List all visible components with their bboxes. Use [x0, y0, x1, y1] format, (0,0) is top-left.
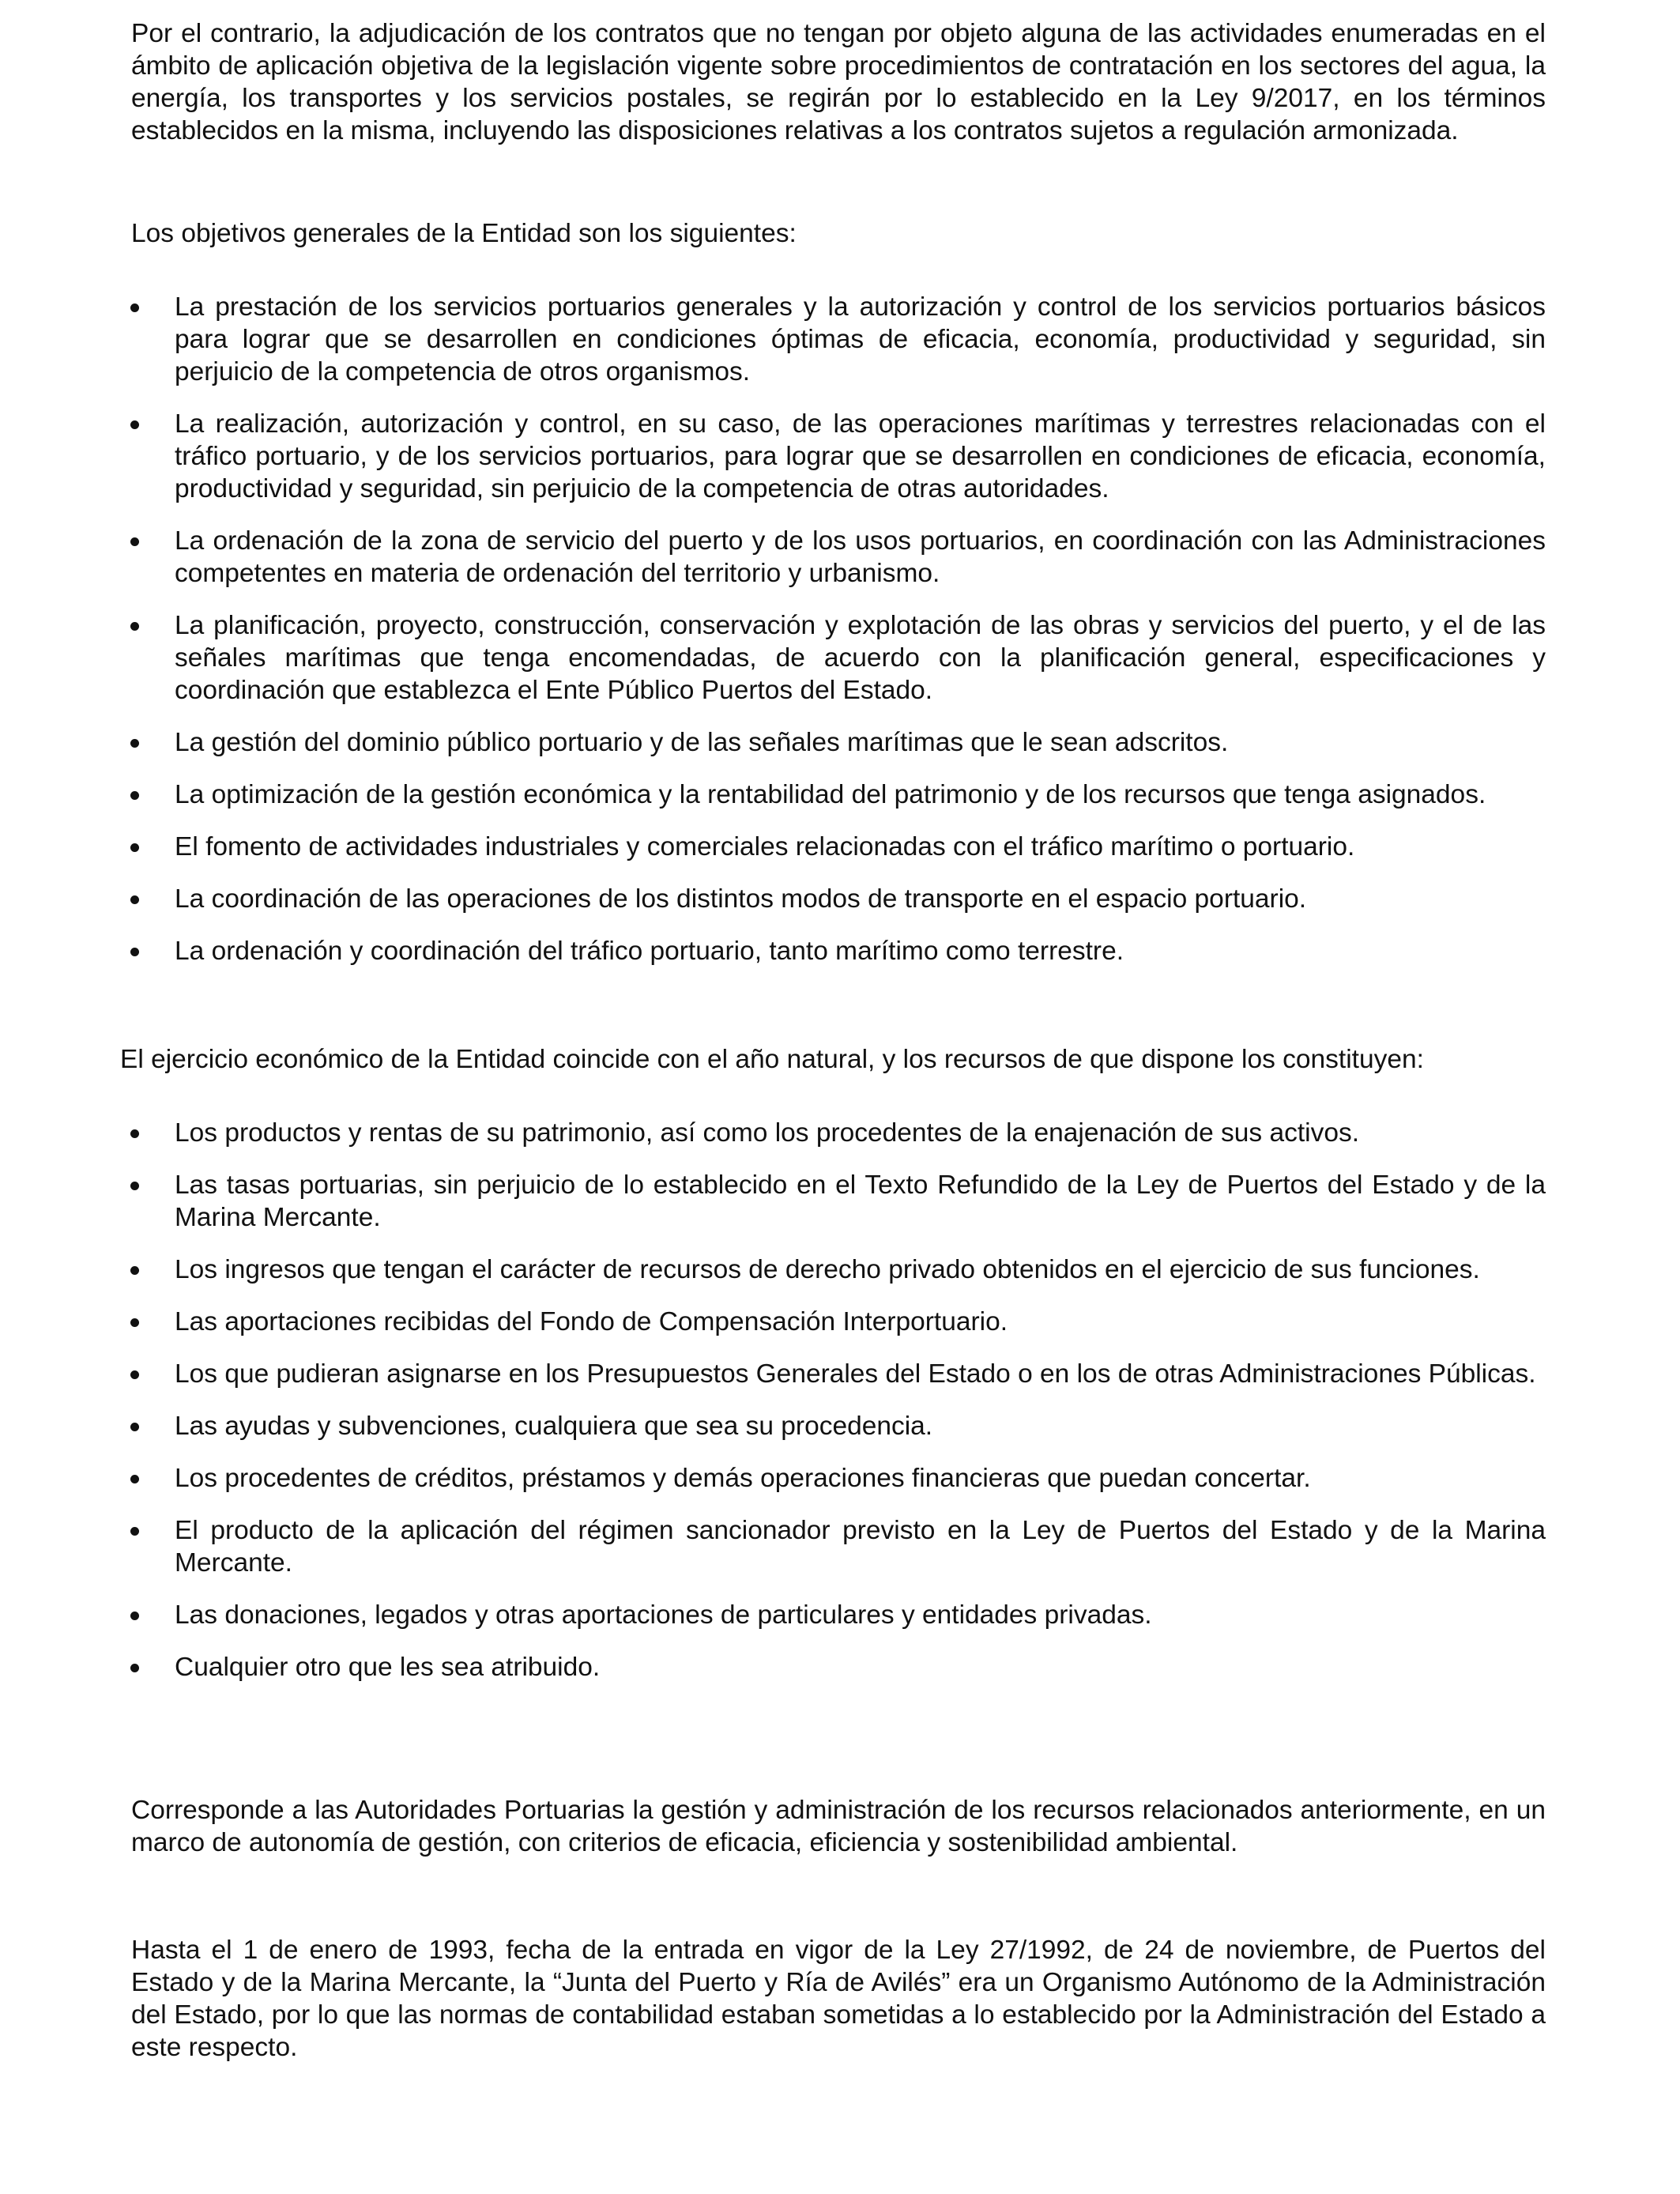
list-item — [0, 1462, 1546, 1495]
bullet-icon — [130, 843, 139, 852]
bullet-icon — [130, 1664, 139, 1672]
list-item — [0, 525, 1546, 590]
list-item — [0, 1410, 1546, 1442]
list-item — [0, 291, 1546, 388]
bullet-icon — [130, 622, 139, 631]
list-item-text: Los productos y rentas de su patrimonio, así como los procedentes de la enajenación de sus activos. — [175, 1118, 1360, 1148]
bullet-icon — [130, 1182, 139, 1190]
list-item-text: Los ingresos que tengan el carácter de recursos de derecho privado obtenidos en el ejercicio de sus funciones. — [175, 1255, 1480, 1284]
list-item — [0, 1599, 1546, 1631]
bullet-icon — [130, 303, 139, 312]
bullet-icon — [130, 1475, 139, 1483]
bullet-icon — [130, 537, 139, 546]
list-item — [0, 1514, 1546, 1579]
list-item-text: Las aportaciones recibidas del Fondo de Compensación Interportuario. — [175, 1307, 1008, 1336]
list-item — [0, 726, 1546, 759]
list-item — [0, 935, 1546, 967]
list-item — [0, 1306, 1546, 1338]
list-item-text: El producto de la aplicación del régimen sancionador previsto en la Ley de Puertos del Estado y de la Marina Mercante. — [175, 1516, 1546, 1578]
list-item-text: La optimización de la gestión económica y la rentabilidad del patrimonio y de los recursos que tenga asignados. — [175, 780, 1486, 809]
bullet-icon — [130, 895, 139, 904]
list-item-text: El fomento de actividades industriales y comerciales relacionadas con el tráfico marítimo o portuario. — [175, 832, 1355, 861]
list-item-text: La planificación, proyecto, construcción, conservación y explotación de las obras y servicios del puerto, y el de las señales marítimas que tenga encomendadas, de acuerdo con la planificación general, especificaciones y coordinación que establezca el Ente Público Puertos del Estado. — [175, 611, 1546, 705]
list-item-text: Los que pudieran asignarse en los Presupuestos Generales del Estado o en los de otras Administraciones Públicas. — [175, 1359, 1536, 1389]
list-item — [0, 883, 1546, 915]
list-item — [0, 1651, 1546, 1683]
paragraph-intro: Por el contrario, la adjudicación de los contratos que no tengan por objeto alguna de las actividades enumeradas en el ámbito de aplicación objetiva de la legislación vigente sobre procedimientos de contratación en los sectores del agua, la energía, los transportes y los servicios postales, se regirán por lo establecido en la Ley 9/2017, en los términos establecidos en la misma, incluyendo las disposiciones relativas a los contratos sujetos a regulación armonizada. — [131, 19, 1546, 145]
bullet-icon — [130, 420, 139, 429]
bullet-icon — [130, 1612, 139, 1620]
paragraph-ejercicio: El ejercicio económico de la Entidad coincide con el año natural, y los recursos de que dispone los constituyen: — [120, 1045, 1424, 1074]
list-item-text: La coordinación de las operaciones de los distintos modos de transporte en el espacio portuario. — [175, 884, 1307, 914]
list-item-text: Los procedentes de créditos, préstamos y demás operaciones financieras que puedan concertar. — [175, 1464, 1311, 1493]
list-item-text: Las donaciones, legados y otras aportaciones de particulares y entidades privadas. — [175, 1600, 1152, 1630]
paragraph-hasta: Hasta el 1 de enero de 1993, fecha de la entrada en vigor de la Ley 27/1992, de 24 de noviembre, de Puertos del Estado y de la Marina Mercante, la “Junta del Puerto y Ría de Avilés” era un Organismo Autónomo de la Administración del Estado, por lo que las normas de contabilidad estaban sometidas a lo establecido por la Administración del Estado a este respecto. — [131, 1936, 1546, 2062]
list-item-text: La ordenación de la zona de servicio del puerto y de los usos portuarios, en coordinación con las Administraciones competentes en materia de ordenación del territorio y urbanismo. — [175, 526, 1546, 588]
paragraph-objetivos-heading: Los objetivos generales de la Entidad son los siguientes: — [131, 219, 797, 248]
list-item-text: Las ayudas y subvenciones, cualquiera que sea su procedencia. — [175, 1412, 933, 1441]
bullet-icon — [130, 1266, 139, 1275]
bullet-icon — [130, 1527, 139, 1536]
paragraph-corresponde: Corresponde a las Autoridades Portuarias la gestión y administración de los recursos relacionados anteriormente, en un marco de autonomía de gestión, con criterios de eficacia, eficiencia y sostenibilidad ambiental. — [131, 1796, 1546, 1857]
bullet-icon — [130, 791, 139, 800]
list-item-text: La realización, autorización y control, en su caso, de las operaciones marítimas y terrestres relacionadas con el tráfico portuario, y de los servicios portuarios, para lograr que se desarrollen en condiciones de eficacia, economía, productividad y seguridad, sin perjuicio de la competencia de otras autoridades. — [175, 409, 1546, 503]
bullet-icon — [130, 1423, 139, 1431]
bullet-icon — [130, 1129, 139, 1138]
bullet-icon — [130, 739, 139, 748]
recursos-list — [0, 1117, 1680, 1703]
bullet-icon — [130, 1370, 139, 1379]
list-item — [0, 1169, 1546, 1234]
list-item — [0, 408, 1546, 505]
list-item-text: La ordenación y coordinación del tráfico portuario, tanto marítimo como terrestre. — [175, 937, 1124, 966]
list-item — [0, 1358, 1546, 1390]
list-item-text: Las tasas portuarias, sin perjuicio de lo establecido en el Texto Refundido de la Ley de Puertos del Estado y de la Marina Mercante. — [175, 1171, 1546, 1232]
list-item-text: Cualquier otro que les sea atribuido. — [175, 1653, 601, 1682]
objetivos-list — [0, 291, 1680, 987]
list-item — [0, 1117, 1546, 1149]
list-item — [0, 609, 1546, 707]
bullet-icon — [130, 948, 139, 956]
list-item-text: La prestación de los servicios portuarios generales y la autorización y control de los servicios portuarios básicos para lograr que se desarrollen en condiciones óptimas de eficacia, economía, productividad y seguridad, sin perjuicio de la competencia de otros organismos. — [175, 292, 1546, 386]
list-item — [0, 831, 1546, 863]
list-item-text: La gestión del dominio público portuario y de las señales marítimas que le sean adscritos. — [175, 728, 1229, 757]
list-item — [0, 778, 1546, 811]
list-item — [0, 1253, 1546, 1286]
bullet-icon — [130, 1318, 139, 1327]
